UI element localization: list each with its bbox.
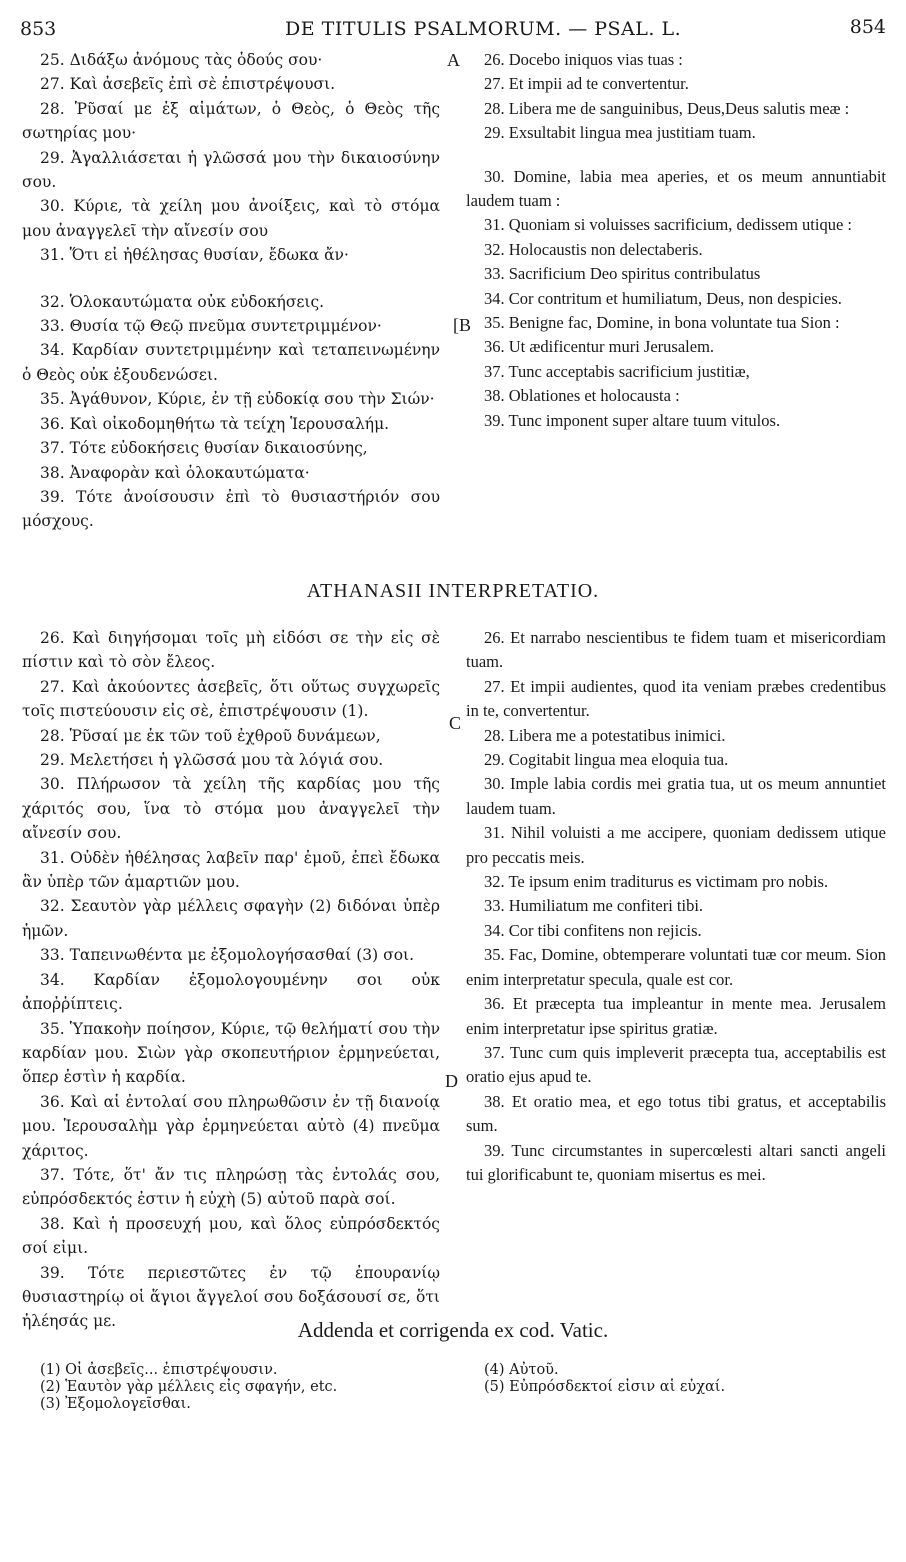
latin-verse: 29. Cogitabit lingua mea eloquia tua. bbox=[484, 750, 729, 770]
latin-verse: 31. Nihil voluisti a me accipere, quoniam dedissem utique pro peccatis meis. bbox=[466, 823, 886, 867]
greek-verse: 34. Καρδίαν ἐξομολογουμένην σοι οὐκ ἀποῤῥίπτεις. bbox=[22, 970, 440, 1014]
note-item: (2) Ἑαυτὸν γὰρ μέλλεις εἰς σφαγήν, etc. bbox=[40, 1379, 338, 1395]
greek-verse: 26. Καὶ διηγήσομαι τοῖς μὴ εἰδόσι σε τὴν εἰς σὲ πίστιν καὶ τὸ σὸν ἔλεος. bbox=[22, 629, 440, 672]
latin-verse: 35. Benigne fac, Domine, in bona voluntate tua Sion : bbox=[484, 313, 840, 333]
greek-verse: 36. Καὶ αἱ ἐντολαί σου πληρωθῶσιν ἐν τῇ διανοίᾳ μου. Ἱερουσαλὴμ γὰρ ἑρμηνεύεται αὐτὸ (4) πνεῦμα χάριτος. bbox=[22, 1092, 440, 1160]
latin-verse: 37. Tunc acceptabis sacrificium justitiæ, bbox=[484, 361, 750, 381]
running-header bbox=[20, 16, 886, 46]
margin-marker-a: A bbox=[447, 50, 460, 70]
greek-verse: 34. Καρδίαν συντετριμμένην καὶ τεταπεινωμένην ὁ Θεὸς οὐκ ἐξουδενώσει. bbox=[22, 341, 440, 384]
greek-verse: 39. Τότε περιεστῶτες ἐν τῷ ἐπουρανίῳ θυσιαστηρίῳ οἱ ἅγιοι ἄγγελοί σου δοξάσουσί σε, ὅτι ἠλέησάς με. bbox=[22, 1263, 440, 1331]
section2-greek-column bbox=[22, 626, 440, 1334]
left-page-number: 853 bbox=[20, 18, 57, 40]
greek-verse: 25. Διδάξω ἀνόμους τὰς ὁδούς σου· bbox=[40, 51, 323, 69]
latin-verse: 28. Libera me de sanguinibus, Deus,Deus salutis meæ : bbox=[484, 98, 850, 118]
section1-greek-column bbox=[22, 48, 440, 534]
greek-verse: 35. Ἀγάθυνον, Κύριε, ἐν τῇ εὐδοκίᾳ σου τὴν Σιών· bbox=[40, 390, 435, 409]
latin-verse: 32. Te ipsum enim traditurus es victimam pro nobis. bbox=[484, 872, 829, 892]
latin-verse: 39. Tunc circumstantes in supercœlesti altari sancti angeli tui glorificabunt te, quoniam misertus es mei. bbox=[466, 1140, 886, 1184]
latin-verse: 34. Cor contritum et humiliatum, Deus, non despicies. bbox=[484, 288, 842, 308]
notes-right bbox=[484, 1362, 884, 1396]
greek-verse: 37. Τότε εὐδοκήσεις θυσίαν δικαιοσύνης, bbox=[40, 439, 368, 458]
right-page-number: 854 bbox=[849, 16, 886, 38]
margin-marker-d: D bbox=[445, 1071, 458, 1091]
latin-verse: 38. Et oratio mea, et ego totus tibi gratus, et acceptabilis sum. bbox=[466, 1091, 886, 1136]
latin-verse: 30. Domine, labia mea aperies, et os meum annuntiabit laudem tuam : bbox=[466, 166, 886, 211]
greek-verse: 38. Καὶ ἡ προσευχή μου, καὶ ὅλος εὐπρόσδεκτός σοί εἰμι. bbox=[22, 1214, 440, 1258]
note-item: (5) Εὐπρόσδεκτοί εἰσιν αἱ εὐχαί. bbox=[484, 1379, 726, 1395]
greek-verse: 38. Ἀναφορὰν καὶ ὁλοκαυτώματα· bbox=[40, 463, 310, 482]
greek-verse: 37. Τότε, ὅτ' ἄν τις πληρώσῃ τὰς ἐντολάς σου, εὐπρόσδεκτός ἐστιν ἡ εὐχὴ (5) αὐτοῦ παρὰ σοί. bbox=[22, 1165, 440, 1209]
note-item: (4) Αὐτοῦ. bbox=[484, 1362, 559, 1378]
greek-verse: 31. Οὐδὲν ἠθέλησας λαβεῖν παρ' ἐμοῦ, ἐπεὶ ἔδωκα ἂν ὑπὲρ τῶν ἁμαρτιῶν μου. bbox=[22, 848, 440, 892]
greek-verse: 28. Ῥῦσαί με ἐκ τῶν τοῦ ἐχθροῦ δυνάμεων, bbox=[40, 726, 381, 745]
note-item: (3) Ἐξομολογεῖσθαι. bbox=[40, 1396, 191, 1412]
margin-marker-b: [B bbox=[453, 315, 471, 335]
greek-verse: 31. Ὅτι εἰ ἠθέλησας θυσίαν, ἔδωκα ἄν· bbox=[40, 246, 349, 265]
greek-verse: 32. Σεαυτὸν γὰρ μέλλεις σφαγὴν (2) διδόναι ὑπὲρ ἡμῶν. bbox=[22, 897, 440, 940]
latin-verse: 37. Tunc cum quis impleverit præcepta tua, acceptabilis est oratio ejus apud te. bbox=[466, 1042, 886, 1087]
latin-verse: 28. Libera me a potestatibus inimici. bbox=[484, 725, 726, 745]
greek-verse: 29. Ἀγαλλιάσεται ἡ γλῶσσά μου τὴν δικαιοσύνην σου. bbox=[22, 148, 440, 192]
margin-marker-c: C bbox=[449, 713, 462, 733]
latin-verse: 31. Quoniam si voluisses sacrificium, dedissem utique : bbox=[484, 215, 852, 235]
greek-verse: 33. Ταπεινωθέντα με ἐξομολογήσασθαί (3) σοι. bbox=[40, 946, 415, 965]
greek-verse: 28. Ῥῦσαί με ἐξ αἱμάτων, ὁ Θεὸς, ὁ Θεὸς τῆς σωτηρίας μου· bbox=[22, 99, 440, 143]
greek-verse: 39. Τότε ἀνοίσουσιν ἐπὶ τὸ θυσιαστήριόν σου μόσχους. bbox=[22, 487, 440, 531]
greek-verse: 27. Καὶ ἀσεβεῖς ἐπὶ σὲ ἐπιστρέψουσι. bbox=[40, 75, 336, 94]
notes-left bbox=[40, 1362, 460, 1413]
greek-verse: 30. Κύριε, τὰ χείλη μου ἀνοίξεις, καὶ τὸ στόμα μου ἀναγγελεῖ τὴν αἴνεσίν σου bbox=[22, 197, 440, 240]
latin-verse: 39. Tunc imponent super altare tuum vitulos. bbox=[484, 410, 781, 430]
greek-verse: 33. Θυσία τῷ Θεῷ πνεῦμα συντετριμμένον· bbox=[40, 317, 382, 336]
section2-latin-column bbox=[466, 626, 886, 1187]
section-title: ATHANASII INTERPRETATIO. bbox=[306, 580, 600, 602]
latin-verse: 30. Imple labia cordis mei gratia tua, ut os meum annuntiet laudem tuam. bbox=[466, 774, 886, 818]
latin-verse: 33. Sacrificium Deo spiritus contribulatus bbox=[484, 264, 761, 284]
greek-verse: 27. Καὶ ἀκούοντες ἀσεβεῖς, ὅτι οὕτως συγχωρεῖς τοῖς πιστεύουσιν εἰς σὲ, ἐπιστρέψουσιν (1). bbox=[22, 677, 440, 721]
latin-verse: 27. Et impii ad te convertentur. bbox=[484, 74, 689, 94]
latin-verse: 33. Humiliatum me confiteri tibi. bbox=[484, 896, 704, 916]
running-title: DE TITULIS PSALMORUM. — PSAL. L. bbox=[285, 18, 682, 40]
greek-verse: 35. Ὑπακοὴν ποίησον, Κύριε, τῷ θελήματί σου τὴν καρδίαν μου. Σιὼν γὰρ σκοπευτήριον ἑρμηνεύεται, ὅπερ ἐστὶν ἡ καρδία. bbox=[22, 1019, 440, 1087]
latin-verse: 36. Ut ædificentur muri Jerusalem. bbox=[484, 337, 715, 357]
greek-verse: 30. Πλήρωσον τὰ χείλη τῆς καρδίας μου τῆς χάριτός σου, ἵνα τὸ στόμα μου ἀναγγελεῖ τὴν αἴνεσίν σου. bbox=[22, 775, 440, 843]
greek-verse: 29. Μελετήσει ἡ γλῶσσά μου τὰ λόγιά σου. bbox=[40, 751, 384, 770]
latin-verse: 36. Et præcepta tua impleantur in mente mea. Jerusalem enim interpretatur ipse spiritus gratiæ. bbox=[466, 994, 886, 1038]
addenda-title: Addenda et corrigenda ex cod. Vatic. bbox=[297, 1318, 609, 1342]
latin-verse: 26. Docebo iniquos vias tuas : bbox=[484, 50, 683, 69]
latin-verse: 35. Fac, Domine, obtemperare voluntati tuæ cor meum. Sion enim interpretatur specula, quale est cor. bbox=[466, 945, 886, 989]
note-item: (1) Οἱ ἀσεβεῖς... ἐπιστρέψουσιν. bbox=[40, 1362, 278, 1378]
latin-verse: 32. Holocaustis non delectaberis. bbox=[484, 239, 703, 259]
greek-verse: 32. Ὁλοκαυτώματα οὐκ εὐδοκήσεις. bbox=[40, 292, 325, 311]
latin-verse: 29. Exsultabit lingua mea justitiam tuam. bbox=[484, 123, 756, 143]
latin-verse: 34. Cor tibi confitens non rejicis. bbox=[484, 920, 702, 940]
greek-verse: 36. Καὶ οἰκοδομηθήτω τὰ τείχη Ἱερουσαλήμ. bbox=[40, 414, 390, 433]
latin-verse: 27. Et impii audientes, quod ita veniam præbes credentibus in te, convertentur. bbox=[466, 676, 886, 721]
latin-verse: 38. Oblationes et holocausta : bbox=[484, 386, 680, 406]
latin-verse: 26. Et narrabo nescientibus te fidem tuam et misericordiam tuam. bbox=[466, 628, 886, 672]
section1-latin-column bbox=[466, 48, 886, 433]
